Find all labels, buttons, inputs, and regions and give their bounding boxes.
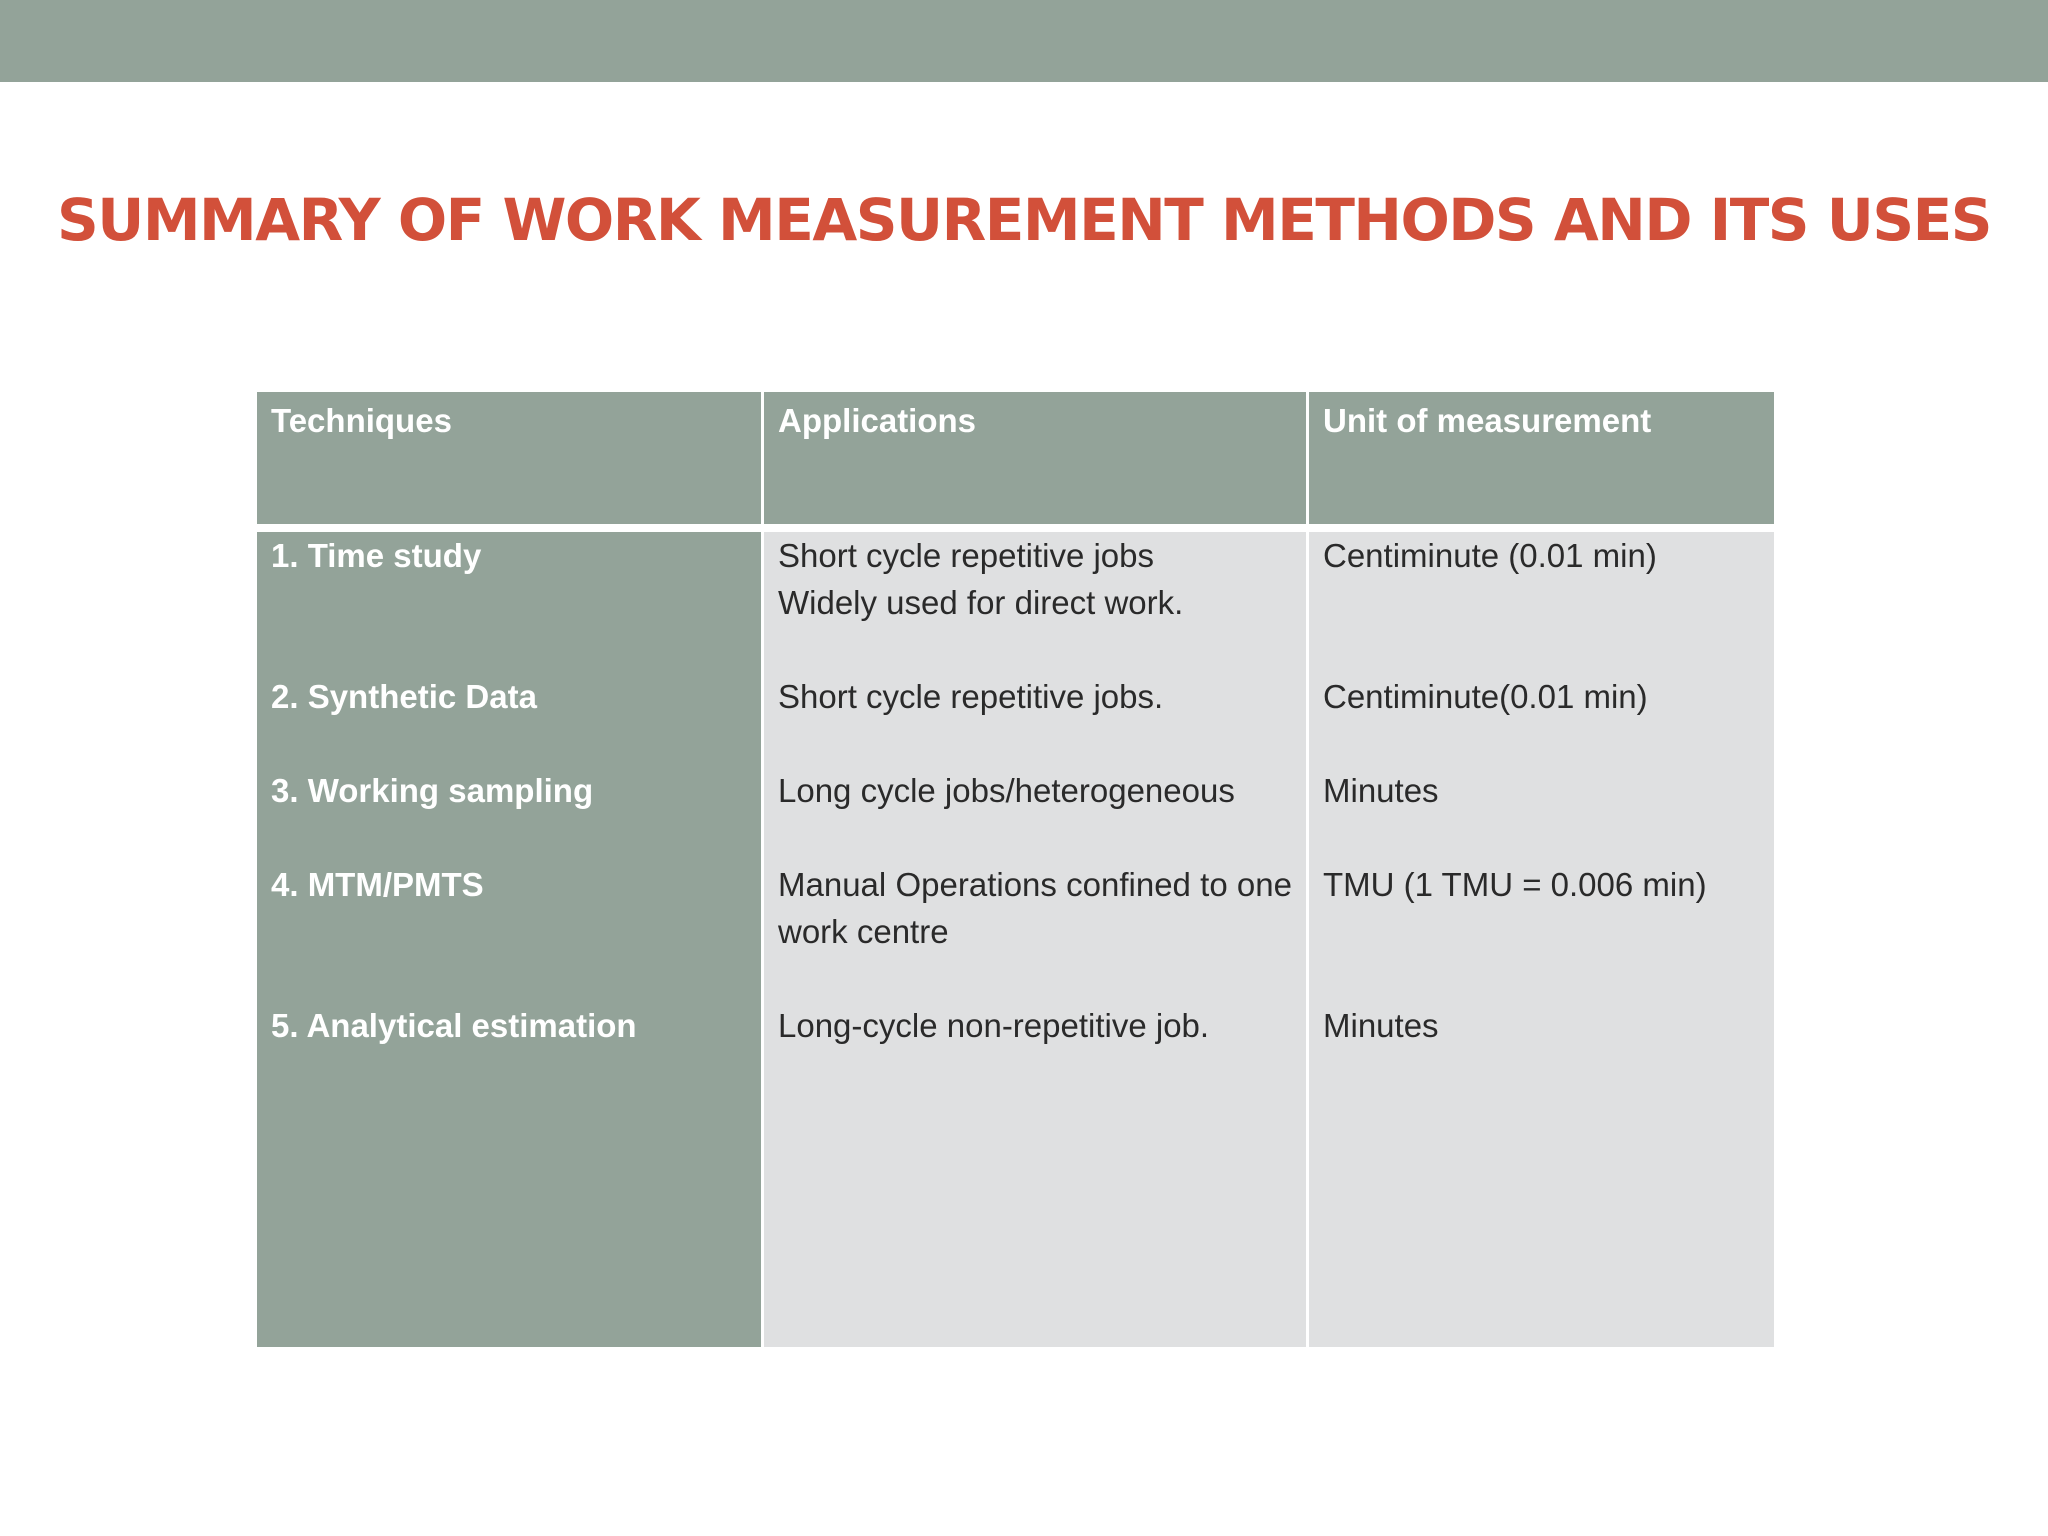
- application-cell: Long cycle jobs/heterogeneous: [778, 772, 1235, 809]
- unit-cell: Minutes: [1323, 1007, 1439, 1044]
- unit-column: [1309, 532, 1774, 1347]
- unit-cell: Centiminute (0.01 min): [1323, 537, 1657, 574]
- techniques-column: [257, 532, 761, 1347]
- application-line: Short cycle repetitive jobs: [778, 537, 1155, 574]
- application-cell: Short cycle repetitive jobs.: [778, 678, 1164, 715]
- unit-cell: Minutes: [1323, 772, 1439, 809]
- top-banner-bar: [0, 0, 2048, 82]
- application-line: Widely used for direct work.: [778, 584, 1184, 621]
- header-techniques: Techniques: [257, 392, 761, 524]
- slide-title: SUMMARY OF WORK MEASUREMENT METHODS AND ITS USES: [56, 186, 1992, 254]
- header-applications: Applications: [764, 392, 1306, 524]
- summary-table: [257, 392, 1774, 1347]
- technique-cell: 4. MTM/PMTS: [271, 866, 484, 903]
- technique-cell: 1. Time study: [271, 537, 482, 574]
- application-cell: [764, 532, 1306, 626]
- technique-cell: 3. Working sampling: [271, 772, 594, 809]
- unit-cell: Centiminute(0.01 min): [1323, 678, 1648, 715]
- technique-cell: 5. Analytical estimation: [271, 1007, 637, 1044]
- applications-column: [764, 532, 1306, 1347]
- technique-cell: 2. Synthetic Data: [271, 678, 537, 715]
- application-cell: Manual Operations confined to one work centre: [778, 866, 1292, 950]
- header-unit-of-measurement: Unit of measurement: [1309, 392, 1774, 524]
- unit-cell: TMU (1 TMU = 0.006 min): [1323, 866, 1707, 903]
- application-cell: Long-cycle non-repetitive job.: [778, 1007, 1210, 1044]
